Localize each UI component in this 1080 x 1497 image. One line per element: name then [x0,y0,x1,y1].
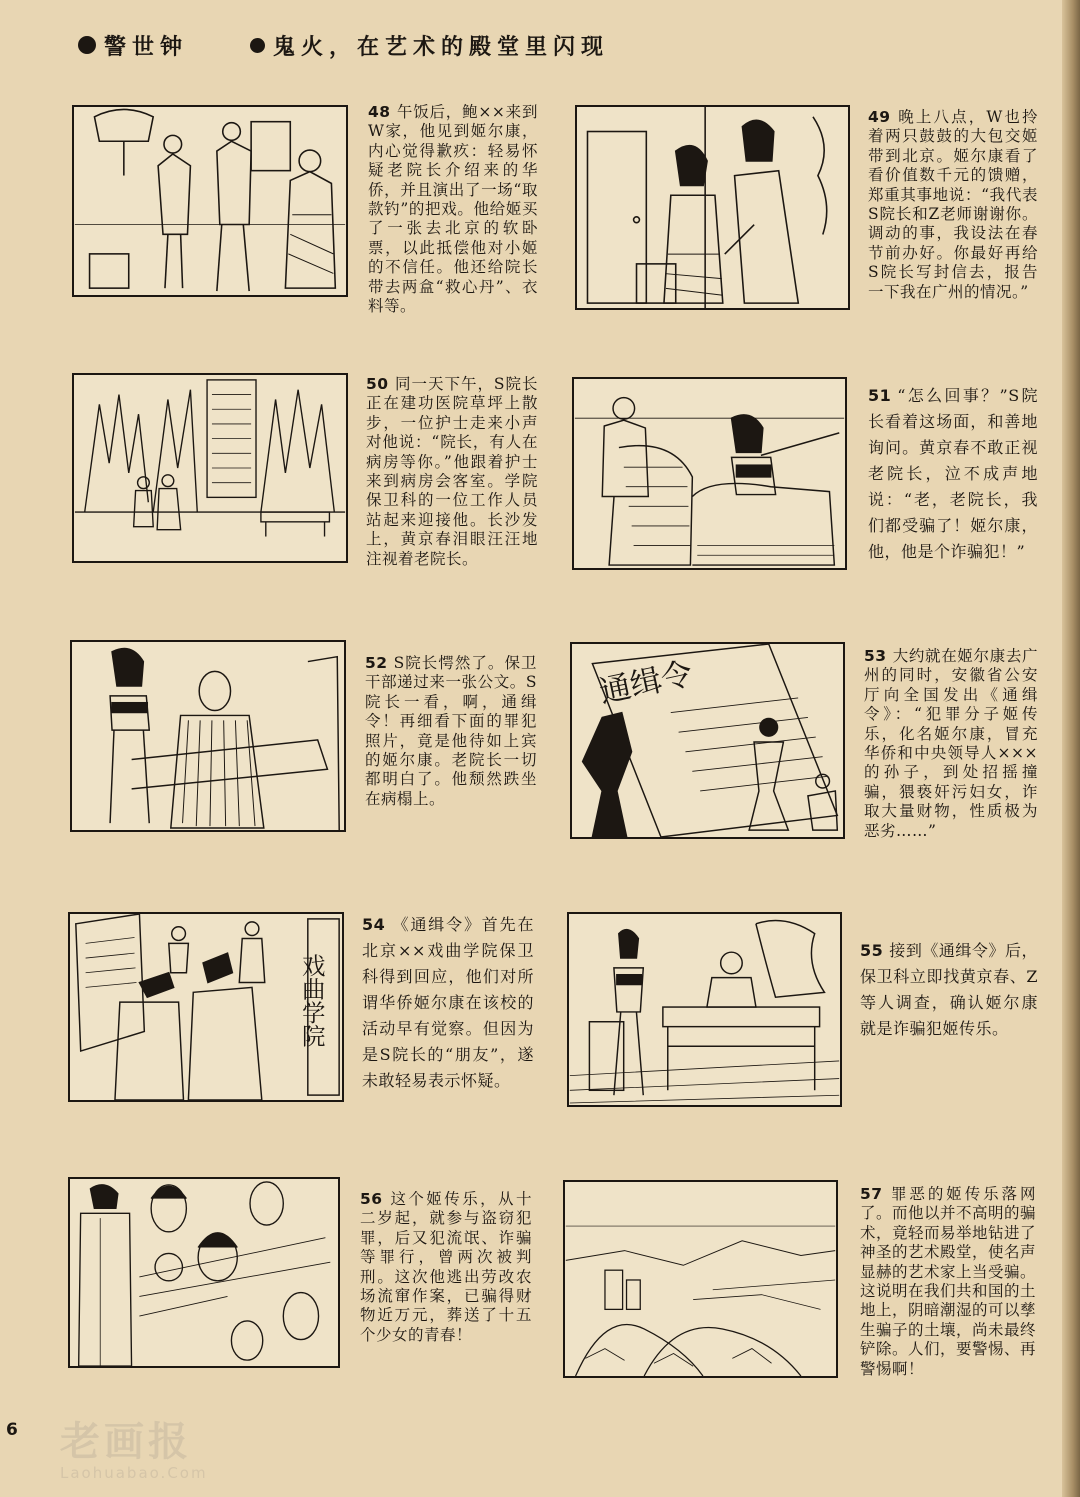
wanted-notice-heading: 通缉令 [596,655,696,711]
watermark-en: Laohuabao.Com [60,1464,208,1482]
panel-number: 56 [360,1190,383,1208]
illustration-panel-57 [563,1180,838,1378]
illustration-panel-52 [70,640,346,832]
caption-text: 这个姬传乐，从十二岁起，就参与盗窃犯罪，后又犯流氓、诈骗等罪行，曾两次被判刑。这次他逃出劳改农场流窜作案，已骗得财物近万元，葬送了十五个少女的青春！ [360,1190,532,1344]
watermark [60,1420,208,1482]
bullet-icon [250,38,265,53]
caption-52 [365,654,537,809]
panel-number: 51 [868,386,892,405]
page-number: 6 [6,1420,18,1440]
caption-57 [860,1185,1036,1379]
caption-text: “怎么回事？”S院长看着这场面，和善地询问。黄京春不敢正视老院长，泣不成声地说：“老，老院长，我们都受骗了！姬尔康，他，他是个诈骗犯！” [868,386,1038,561]
caption-text: 接到《通缉令》后，保卫科立即找黄京春、Z等人调查，确认姬尔康就是诈骗犯姬传乐。 [860,941,1038,1038]
illustration-panel-48 [72,105,348,297]
page-header [78,28,609,62]
caption-53 [864,647,1038,841]
illustration-panel-50 [72,373,348,563]
caption-48 [368,103,538,316]
illustration-panel-51 [572,377,847,570]
caption-51 [868,383,1038,565]
panel-number: 50 [366,375,389,393]
caption-54 [362,912,534,1094]
illustration-panel-53 [570,642,845,839]
caption-56 [360,1190,532,1345]
caption-text: 《通缉令》首先在北京××戏曲学院保卫科得到回应，他们对所谓华侨姬尔康在该校的活动早有觉察。但因为是S院长的“朋友”，遂未敢轻易表示怀疑。 [362,915,534,1090]
caption-text: 同一天下午，S院长正在建功医院草坪上散步，一位护士走来小声对他说：“院长，有人在病房等你。”他跟着护士来到病房会客室。学院保卫科的一位工作人员站起来迎接他。长沙发上，黄京春泪眼汪汪地注视着老院长。 [366,375,538,568]
illustration-panel-54 [68,912,344,1102]
panel-number: 55 [860,941,884,960]
watermark-cn: 老画报 [60,1419,192,1465]
panel-number: 53 [864,647,887,665]
column-title: 警世钟 [104,34,189,60]
caption-text: 晚上八点，W也拎着两只鼓鼓的大包交姬带到北京。姬尔康看了看价值数千元的馈赠，郑重其事地说：“我代表S院长和Z老师谢谢你。调动的事，我设法在春节前办好。你最好再给S院长写封信去，报告一下我在广州的情况。” [868,108,1038,301]
caption-text: 午饭后，鲍××来到W家，他见到姬尔康，内心觉得歉疚：轻易怀疑老院长介绍来的华侨，并且演出了一场“取款钓”的把戏。他给姬买了一张去北京的软卧票，以此抵偿他对小姬的不信任。他还给院长带去两盒“救心丹”、衣料等。 [368,103,538,316]
panel-number: 49 [868,108,891,126]
panel-number: 54 [362,915,386,934]
story-title: 鬼火，在艺术的殿堂里闪现 [273,34,610,60]
panel-number: 52 [365,654,388,672]
academy-sign: 戏曲学院 [297,953,326,1048]
caption-text: 罪恶的姬传乐落网了。而他以并不高明的骗术，竟轻而易举地钻进了神圣的艺术殿堂，使名声显赫的艺术家上当受骗。这说明在我们共和国的土地上，阴暗潮湿的可以孳生骗子的土壤，尚未最终铲除。人们，要警惕、再警惕啊！ [860,1185,1037,1378]
caption-55 [860,938,1038,1042]
caption-text: S院长愕然了。保卫干部递过来一张公文。S院长一看，啊，通缉令！再细看下面的罪犯照片，竟是他待如上宾的姬尔康。老院长一切都明白了。他颓然跌坐在病榻上。 [365,654,537,808]
panel-number: 48 [368,103,391,121]
illustration-panel-56 [68,1177,340,1368]
caption-50 [366,375,538,569]
caption-text: 大约就在姬尔康去广州的同时，安徽省公安厅向全国发出《通缉令》：“犯罪分子姬传乐，化名姬尔康，冒充华侨和中央领导人×××的孙子，到处招摇撞骗，猥亵奸污妇女，诈取大量财物，性质极为恶劣……” [864,647,1038,840]
caption-49 [868,108,1038,302]
bullet-icon [78,36,96,54]
panel-number: 57 [860,1185,883,1203]
page-spine-shadow [1062,0,1080,1497]
illustration-panel-55 [567,912,842,1107]
illustration-panel-49 [575,105,850,310]
